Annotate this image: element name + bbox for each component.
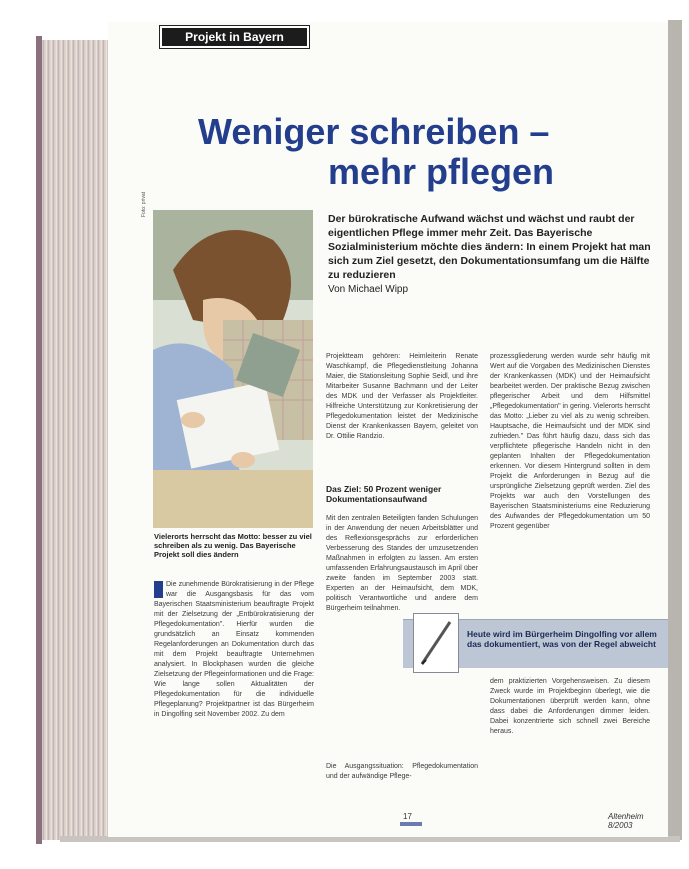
page-stack-shadow	[36, 36, 42, 844]
photo-credit: Foto: privat	[141, 191, 147, 217]
column-1-text	[154, 580, 314, 800]
magazine-page	[108, 22, 668, 837]
article-subhead: Das Ziel: 50 Prozent weniger Dokumentationsaufwand	[326, 484, 442, 504]
column-3-text-a: prozessgliederung werden wurde sehr häufig mit Wert auf die Vorgaben des Medizinischen Dienstes der Krankenkassen (MDK) und der Heimaufsicht bearbeitet werden. Der praktische Bezug zwischen pflegerischer Arbeit und dem Hilfsmittel „Pflegedokumentation" in gering. Vielerorts herrscht das Motto: „Lieber zu viel als zu wenig schreiben. Hauptsache, die Heimaufsicht und der MDK sind zufrieden." Das führt häufig dazu, dass sich das verpflichtete pflegerische Handeln nicht in den geplanten Inhalten der Pflegedokumentation erkennen. Vor diesem Hintergrund sollten in dem Projekt die Anforderungen in Bezug auf die ursprüngliche Zielsetzung geprüft werden. Ziel des Projekts war auch den Vorstellungen des Bayerischen Staatsministeriums eine Reduzierung des Aufwandes der Pflegedokumentation um 50 Prozent gegenüber	[490, 353, 650, 530]
pull-quote-text: Heute wird im Bürgerheim Dingolfing vor allem das dokumentiert, was von der Regel abweicht	[467, 629, 657, 649]
page-stack-edge	[40, 40, 110, 840]
footer-issue-ref: Altenheim 8/2003	[608, 812, 644, 830]
title-line-2: mehr pflegen	[328, 151, 555, 192]
photo-illustration	[153, 210, 313, 528]
page-right-edge	[668, 20, 682, 840]
title-line-1: Weniger schreiben –	[198, 111, 550, 152]
column-2-text-a: Projektteam gehören: Heimleiterin Renate Waschkampf, die Pflegedienstleitung Johanna Maier, die Stationsleitung Sophie Seidl, und ihre Mitarbeiter Susanne Bachmann und der Leiter des MDK und der Verfasser als Projektleiter. Hilfreiche Unterstützung zur Konkretisierung der Pflegedokumentation leistet der Medizinische Dienst der Krankenkassen Bayern, geleitet von Dr. Ottilie Randzio.	[326, 353, 478, 440]
pen-icon	[413, 613, 459, 673]
article-photo	[153, 210, 313, 528]
page-number: 17	[403, 812, 412, 821]
dropcap-marker	[154, 581, 163, 598]
column-3-text-b: dem praktizierten Vorgehensweisen. Zu diesem Zweck wurde im Projektbeginn überlegt, wie die Dokumentationen überprüft werden kann, ohne dass dabei die Anforderungen dimmer leiden. Dabei konzentrierte sich schnell zwei Bereiche heraus.	[490, 678, 650, 735]
page-number-marker	[400, 822, 422, 826]
article-title	[198, 112, 638, 192]
article-author: Von Michael Wipp	[328, 284, 409, 295]
section-header: Projekt in Bayern	[160, 26, 309, 48]
column-1-body: Die zunehmende Bürokratisierung in der Pflege war die Ausgangsbasis für das vom Bayerischen Staatsministerium beauftragte Projekt mit der Zielsetzung der „Entbürokratisierung der Pflegedokumentation". Hierfür wurden die grundsätzlich an Einsatz kommenden Regelanforderungen an Dokumentation durch das mit dem Projekt beauftragte Unternehmen analysiert. In Blockphasen wurden die gleiche Zielsetzung der Pflegeinformationen und die Frage: Wie lange sollen Aktualitäten der Pflegedokumentation für die individuelle Pflegeplanung? Projektpartner ist das Bürgerheim in Dingolfing seit November 2002. Zu dem	[154, 581, 314, 718]
article-lead: Der bürokratische Aufwand wächst und wächst und raubt der eigentlichen Pflege immer mehr Zeit. Das Bayerische Sozialministerium möchte dies ändern: In einem Projekt hat man sich zum Ziel gesetzt, den Dokumentationsumfang um die Hälfte zu reduzieren	[328, 213, 651, 281]
column-2-text-c: Die Ausgangssituation: Pflegedokumentation und der aufwändige Pflege-	[326, 763, 478, 780]
photo-caption: Vielerorts herrscht das Motto: besser zu viel schreiben als zu wenig. Das Bayerische Projekt soll dies ändern	[154, 532, 312, 559]
pull-quote-box	[403, 619, 668, 668]
column-2-text-b: Mit den zentralen Beteiligten fanden Schulungen in der Anwendung der neuen Arbeitsblätter und des Reflexionsgesprächs zur erforderlichen Verbesserung des Standes der umzusetzenden Maßnahmen in erfolgten zu lassen. Am ersten umfassenden Erfahrungsaustausch im April über zweite fanden im September 2003 statt. Experten an der Heimaufsicht, dem MDK, politisch Verantwortliche und andere dem Bürgerheim teilnahmen.	[326, 515, 478, 612]
